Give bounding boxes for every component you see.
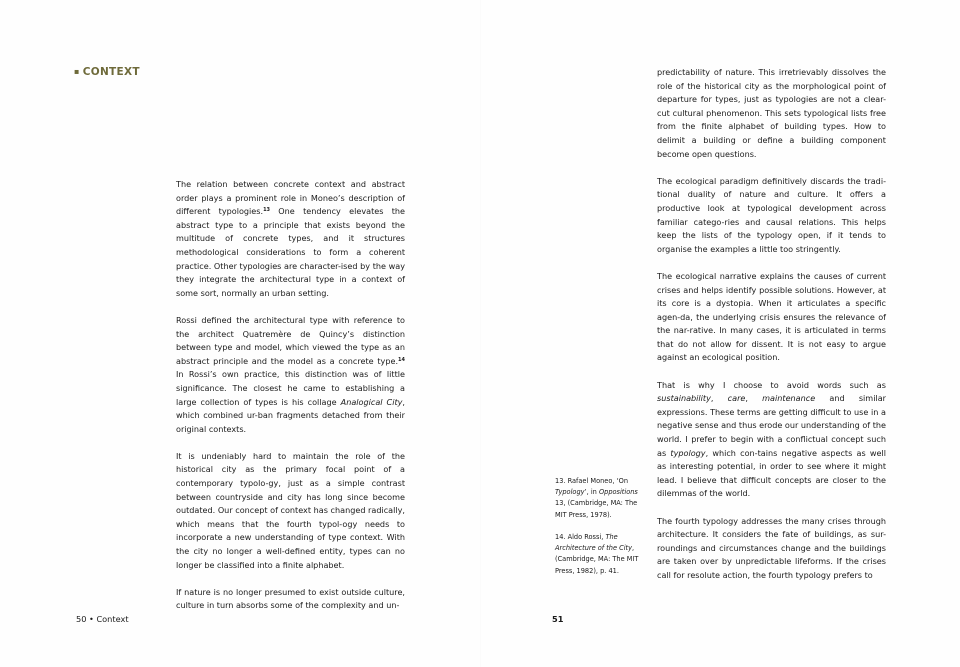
right-text-column — [657, 66, 886, 596]
italic-text: maintenance — [762, 393, 816, 404]
italic-text: Analogical City — [340, 396, 403, 407]
text-run: , — [710, 393, 728, 404]
text-run: It is undeniably hard to maintain the role of the historical city as the primary focal point of a contemporary typolo-gy, just as a simple contrast between countryside and city has long since become outdated. Our concept of context has changed radically, which means that the fourth typol-ogy needs to incorporate a new understanding of type context. With the city no longer a well-defined entity, types can no longer be classified into a finite alphabet. — [176, 450, 405, 570]
paragraph — [176, 314, 405, 436]
italic-text: care — [727, 393, 746, 404]
text-run: 13. Rafael Moneo, ‘On — [555, 477, 629, 485]
text-run: Rossi defined the architectural type with reference to the architect Quatremère de Quincy’s distinction between type and model, which viewed the type as an abstract principle and the model as a concrete type. — [176, 314, 405, 366]
text-run: If nature is no longer presumed to exist outside culture, culture in turn absorbs some of the complexity and un- — [176, 586, 405, 611]
text-run: That is why I choose to avoid words such as — [657, 379, 886, 390]
footnote-reference: 13 — [263, 207, 271, 214]
text-run: In Rossi’s own practice, this distinction was of little significance. The closest he came to establishing a large collection of types is his collage — [176, 369, 405, 407]
italic-text: Oppositions — [598, 488, 638, 497]
paragraph — [176, 178, 405, 300]
page-number-left: 50 • Context — [76, 614, 129, 624]
text-run: , — [745, 393, 763, 404]
text-run: One tendency elevates the abstract type to a principle that exists beyond the multitude of concrete types, and it structures methodological considerations to form a coherent practice. Other typologies are character-ised by the way they integrate the architectural type in a context of some sort, normally an urban setting. — [176, 206, 405, 298]
text-run: The relation between concrete context and abstract order plays a prominent role in Moneo’s description of different typologies. — [176, 179, 405, 217]
text-run: ’, in — [584, 488, 599, 497]
text-run: The ecological paradigm definitively discards the tradi-tional duality of nature and culture. It offers a productive look at typological development across familiar catego-ries and causal relations. This helps keep the lists of the typology open, if it tends to organise the examples a little too stringently. — [657, 175, 886, 254]
italic-text: typology — [670, 447, 706, 458]
gutter-divider — [480, 0, 481, 667]
text-run: , (Cambridge, MA: The MIT Press, 1982), p. 41. — [555, 544, 639, 575]
text-run: predictability of nature. This irretrievably dissolves the role of the historical city as the morphological point of departure for types, just as typologies are not a clear-cut cultural phenomenon. This sets typological lists free from the finite alphabet of building types. How to delimit a building or define a building component become open questions. — [657, 67, 886, 159]
italic-text: The Architecture of the City — [555, 533, 633, 553]
paragraph — [657, 515, 886, 583]
italic-text: Typology — [555, 488, 585, 497]
section-label-text: CONTEXT — [82, 66, 140, 78]
footnote — [555, 476, 641, 521]
footnote-reference: 14 — [398, 356, 405, 363]
text-run: 13, (Cambridge, MA: The MIT Press, 1978). — [555, 499, 638, 519]
square-bullet-icon: ▪ — [74, 67, 80, 76]
paragraph — [657, 175, 886, 257]
left-text-column — [176, 178, 405, 627]
text-run: The ecological narrative explains the causes of current crises and helps identify possible solutions. However, at its core is a dystopia. When it articulates a specific agen-da, the underlying crisis ensures the relevance of the nar-rative. In many cases, it is articulated in terms that do not allow for dissent. It is not easy to argue against an ecological position. — [657, 270, 886, 363]
paragraph — [176, 450, 405, 572]
italic-text: sustainability — [657, 393, 711, 404]
paragraph — [176, 586, 405, 613]
text-run: , which combined ur-ban fragments detached from their original contexts. — [176, 396, 405, 434]
paragraph — [657, 270, 886, 365]
text-run: The fourth typology addresses the many crises through architecture. It considers the fate of buildings, as sur-roundings and circumstances change and the buildings are taken over by unpredictable lifeforms. If the crises call for resolute action, the fourth typology prefers to — [657, 515, 886, 580]
page-number-right: 51 — [552, 614, 564, 624]
text-run: 14. Aldo Rossi, — [555, 533, 606, 541]
footnote — [555, 532, 641, 577]
text-run: and similar expressions. These terms are getting difficult to use in a negative sense and thus erode our understanding of the world. I prefer to begin with a conflictual concept such as — [657, 393, 886, 458]
text-run: , which con-tains negative aspects as well as interesting potential, in order to see where it might lead. I believe that difficult concepts are closer to the dilemmas of the world. — [657, 447, 886, 499]
paragraph — [657, 66, 886, 161]
footnotes — [555, 476, 641, 588]
section-label — [74, 66, 140, 78]
paragraph — [657, 379, 886, 501]
